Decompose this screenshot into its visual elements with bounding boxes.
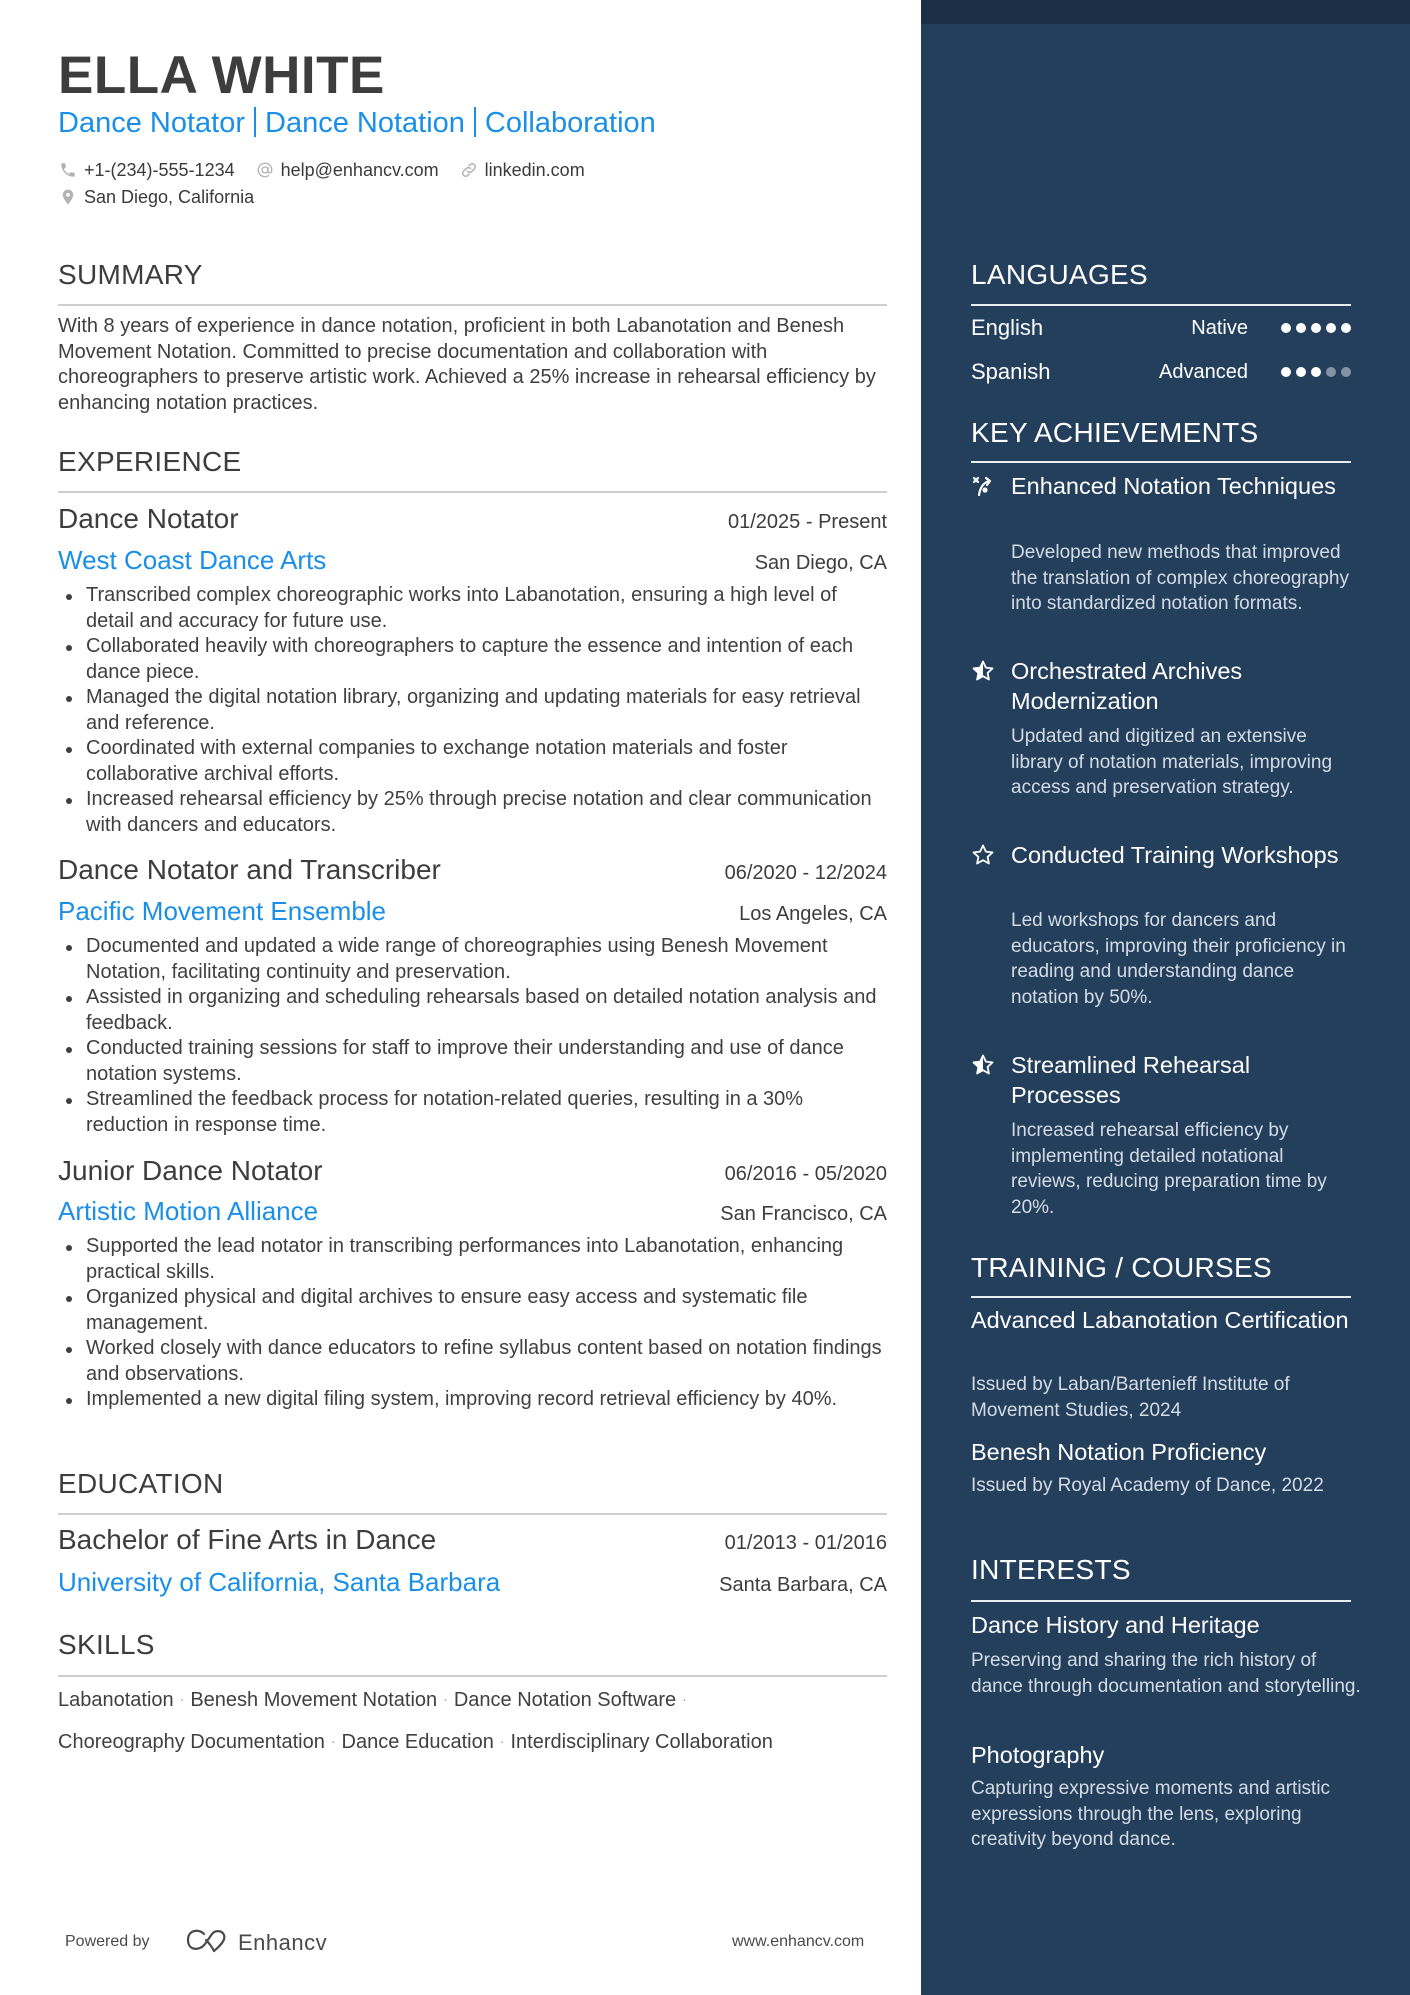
job-header <box>58 853 887 887</box>
language-level: Native <box>1191 316 1248 339</box>
bullet-item: Transcribed complex choreographic works into Labanotation, ensuring a high level of detail and accuracy for future use. <box>58 583 887 634</box>
bullet-item: Assisted in organizing and scheduling rehearsals based on detailed notation analysis and feedback. <box>58 985 887 1036</box>
bullet-item: Increased rehearsal efficiency by 25% through precise notation and clear communication with dancers and educators. <box>58 787 887 838</box>
education-header <box>58 1523 887 1557</box>
contact-row <box>58 158 605 182</box>
bullet-item: Worked closely with dance educators to refine syllabus content based on notation findings and observations. <box>58 1336 887 1387</box>
skill-separator: · <box>179 1691 185 1707</box>
achievement-desc: Updated and digitized an extensive library of notation materials, improving access and preservation strategy. <box>1011 726 1333 798</box>
bullet-item: Streamlined the feedback process for notation-related queries, resulting in a 30% reduction in response time. <box>58 1087 887 1138</box>
map-pin-icon <box>58 187 78 207</box>
achievement-desc: Led workshops for dancers and educators, improving their proficiency in reading and understanding dance notation by 50%. <box>1011 910 1346 1008</box>
language-name: Spanish <box>971 359 1051 384</box>
achievement-title: Streamlined Rehearsal Processes <box>1011 1052 1251 1108</box>
headline <box>58 105 656 141</box>
skill-tag: Interdisciplinary Collaboration <box>510 1731 773 1753</box>
headline-divider <box>474 107 476 137</box>
interest-desc: Preserving and sharing the rich history of dance through documentation and storytelling. <box>971 1650 1361 1697</box>
achievement-title: Orchestrated Archives Modernization <box>1011 658 1243 714</box>
education-dates: 01/2013 - 01/2016 <box>724 1532 887 1554</box>
job-header <box>58 502 887 536</box>
course-desc: Issued by Royal Academy of Dance, 2022 <box>971 1475 1324 1496</box>
dot-filled-icon <box>1296 367 1306 377</box>
dot-filled-icon <box>1326 323 1336 333</box>
skill-separator: · <box>443 1691 448 1707</box>
job-bullets <box>58 583 887 838</box>
achievement-title: Conducted Training Workshops <box>1011 842 1339 868</box>
bullet-item: Organized physical and digital archives to ensure easy access and systematic file management. <box>58 1285 887 1336</box>
dot-filled-icon <box>1281 367 1291 377</box>
section-divider <box>58 304 887 306</box>
language-row-english <box>971 313 1351 343</box>
bullet-item: Coordinated with external companies to exchange notation materials and foster collaborative archival efforts. <box>58 736 887 787</box>
headline-item: Collaboration <box>484 107 656 139</box>
section-title-experience: EXPERIENCE <box>58 446 242 477</box>
section-divider <box>971 1600 1351 1602</box>
contact-location: San Diego, California <box>58 185 254 209</box>
degree-title: Bachelor of Fine Arts in Dance <box>58 1524 437 1555</box>
skill-separator: · <box>682 1691 687 1707</box>
skills-row <box>58 1728 887 1755</box>
dot-filled-icon <box>1341 323 1351 333</box>
job-location: Los Angeles, CA <box>739 903 887 925</box>
section-divider <box>58 491 887 493</box>
language-name: English <box>971 315 1044 340</box>
enhancv-logo[interactable] <box>184 1926 327 1959</box>
enhancv-logo-icon <box>184 1926 230 1959</box>
interest-desc: Capturing expressive moments and artistic expressions through the lens, exploring creativity beyond dance. <box>971 1778 1331 1850</box>
bullet-item: Supported the lead notator in transcribing performances into Labanotation, enhancing practical skills. <box>58 1234 887 1285</box>
job-company-row <box>58 1195 887 1227</box>
company-name: Artistic Motion Alliance <box>58 1196 319 1226</box>
job-header <box>58 1154 887 1188</box>
enhancv-logo-text: Enhancv <box>238 1929 328 1955</box>
dot-filled-icon <box>1311 323 1321 333</box>
powered-by-label: Powered by <box>65 1933 150 1950</box>
interest-title: Photography <box>971 1742 1105 1768</box>
section-title-summary: SUMMARY <box>58 259 203 290</box>
skill-tag: Dance Education <box>341 1731 494 1753</box>
section-divider <box>58 1675 887 1677</box>
resume-sidebar <box>921 0 1410 1995</box>
skill-separator: · <box>330 1733 336 1749</box>
candidate-name: ELLA WHITE <box>58 46 385 105</box>
job-location: San Francisco, CA <box>720 1203 887 1225</box>
achievement-desc: Developed new methods that improved the translation of complex choreography into standardized notation formats. <box>1011 542 1349 614</box>
contact-linkedin[interactable]: linkedin.com <box>459 158 585 182</box>
section-divider <box>971 461 1351 463</box>
language-row-spanish <box>971 357 1351 387</box>
bullet-item: Conducted training sessions for staff to improve their understanding and use of dance notation systems. <box>58 1036 887 1087</box>
bullet-item: Managed the digital notation library, organizing and updating materials for easy retrieval and reference. <box>58 685 887 736</box>
bullet-item: Collaborated heavily with choreographers to capture the essence and intention of each dance piece. <box>58 634 887 685</box>
link-icon <box>459 160 479 180</box>
dot-empty-icon <box>1326 367 1336 377</box>
section-title-achievements: KEY ACHIEVEMENTS <box>971 417 1259 448</box>
proficiency-dots <box>1281 323 1351 333</box>
half-star-icon <box>971 659 995 683</box>
strategy-icon <box>971 474 995 498</box>
dot-filled-icon <box>1311 367 1321 377</box>
bullet-item: Implemented a new digital filing system, improving record retrieval efficiency by 40%. <box>58 1387 887 1413</box>
course-title: Advanced Labanotation Certification <box>971 1307 1349 1333</box>
job-dates: 01/2025 - Present <box>728 511 887 533</box>
skills-row <box>58 1686 887 1713</box>
section-divider <box>971 304 1351 306</box>
proficiency-dots <box>1281 367 1351 377</box>
job-company-row <box>58 895 887 927</box>
language-level: Advanced <box>1159 360 1248 383</box>
education-location: Santa Barbara, CA <box>719 1574 887 1596</box>
skill-tag: Labanotation <box>58 1689 174 1711</box>
interest-title: Dance History and Heritage <box>971 1612 1260 1638</box>
achievement-title: Enhanced Notation Techniques <box>1011 473 1336 499</box>
contact-row-location <box>58 185 274 209</box>
skill-separator: · <box>499 1733 505 1749</box>
job-location: San Diego, CA <box>754 552 887 574</box>
section-title-education: EDUCATION <box>58 1468 224 1499</box>
section-title-languages: LANGUAGES <box>971 259 1148 290</box>
half-star-icon <box>971 1053 995 1077</box>
achievement-desc: Increased rehearsal efficiency by implementing detailed notational reviews, reducing preparation time by 20%. <box>1011 1120 1327 1218</box>
sidebar-top-strip <box>921 0 1410 24</box>
headline-divider <box>254 107 256 137</box>
job-company-row <box>58 544 887 576</box>
headline-item: Dance Notation <box>265 107 465 139</box>
education-school-row <box>58 1566 887 1598</box>
phone-icon <box>58 160 78 180</box>
skill-tag: Benesh Movement Notation <box>190 1689 438 1711</box>
skill-tag: Choreography Documentation <box>58 1731 325 1753</box>
section-divider <box>58 1513 887 1515</box>
job-title: Dance Notator <box>58 503 239 534</box>
company-name: West Coast Dance Arts <box>58 545 327 575</box>
section-title-training: TRAINING / COURSES <box>971 1252 1272 1283</box>
section-divider <box>971 1296 1351 1298</box>
job-bullets <box>58 934 887 1138</box>
bullet-item: Documented and updated a wide range of choreographies using Benesh Movement Notation, facilitating continuity and preservation. <box>58 934 887 985</box>
job-dates: 06/2016 - 05/2020 <box>724 1163 887 1185</box>
skill-tag: Dance Notation Software <box>453 1689 677 1711</box>
headline-item: Dance Notator <box>58 107 245 139</box>
course-desc: Issued by Laban/Bartenieff Institute of Movement Studies, 2024 <box>971 1374 1290 1421</box>
contact-email[interactable]: help@enhancv.com <box>255 158 439 182</box>
job-bullets <box>58 1234 887 1413</box>
section-title-skills: SKILLS <box>58 1629 155 1660</box>
contact-phone[interactable]: +1-(234)-555-1234 <box>58 158 235 182</box>
course-title: Benesh Notation Proficiency <box>971 1439 1267 1465</box>
job-title: Junior Dance Notator <box>58 1155 323 1186</box>
dot-empty-icon <box>1341 367 1351 377</box>
section-title-interests: INTERESTS <box>971 1554 1131 1585</box>
at-sign-icon <box>255 160 275 180</box>
school-name: University of California, Santa Barbara <box>58 1567 501 1597</box>
dot-filled-icon <box>1296 323 1306 333</box>
job-dates: 06/2020 - 12/2024 <box>724 862 887 884</box>
job-title: Dance Notator and Transcriber <box>58 854 441 885</box>
company-name: Pacific Movement Ensemble <box>58 896 387 926</box>
star-outline-icon <box>971 843 995 867</box>
summary-text: With 8 years of experience in dance notation, proficient in both Labanotation and Benesh Movement Notation. Committed to precise documentation and collaboration with choreographers to preserve artistic work. Achieved a 25% increase in rehearsal efficiency by enhancing notation practices. <box>58 315 876 414</box>
footer-url-link[interactable]: www.enhancv.com <box>732 1933 865 1950</box>
dot-filled-icon <box>1281 323 1291 333</box>
